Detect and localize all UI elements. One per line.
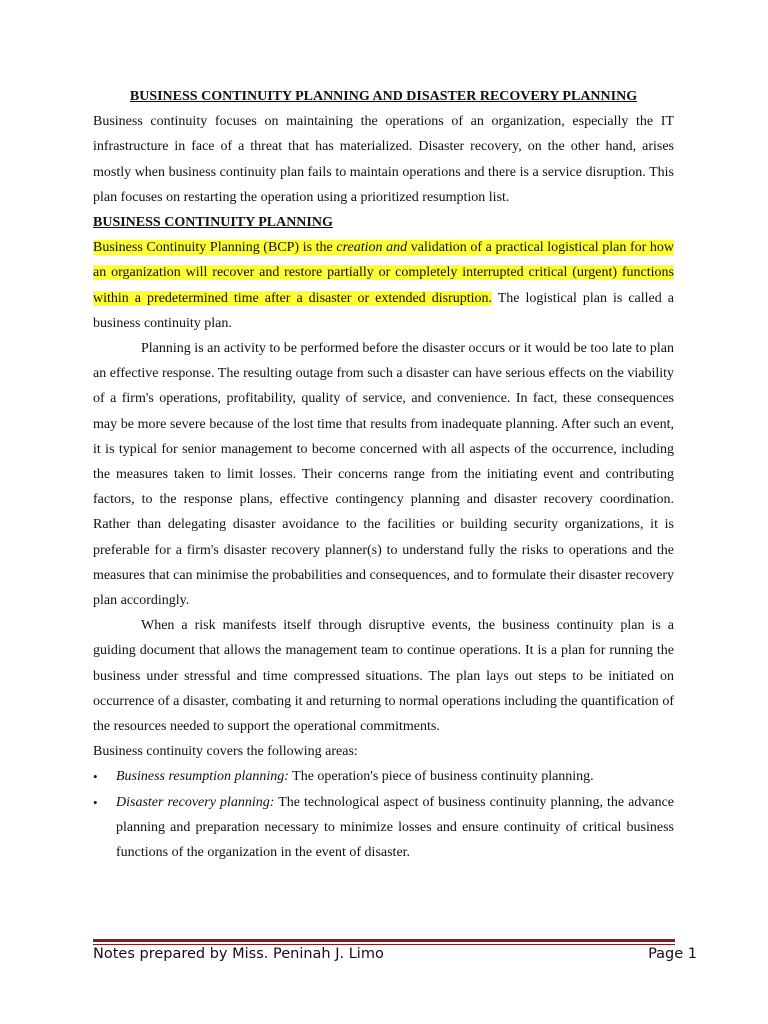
footer-page-number: Page 1 [648, 946, 697, 962]
definition-emphasis: creation and [336, 240, 408, 256]
definition-text-end: validation of a practical logistical plan for how an organization will recover and restore partially or completely interrupted critical (urgent) functions within a predetermined time after a disaster or extended disruption. [93, 240, 674, 306]
bullet-text: The operation's piece of business continuity planning. [288, 769, 594, 785]
bullet-text: The technological aspect of business continuity planning, the advance planning and preparation necessary to minimize losses and ensure continuity of critical business functions of the organization in the event of disaster. [116, 794, 674, 861]
areas-list [93, 764, 674, 865]
bullet-icon: • [93, 769, 98, 785]
section-heading: BUSINESS CONTINUITY PLANNING [93, 215, 333, 231]
document-title: BUSINESS CONTINUITY PLANNING AND DISASTER RECOVERY PLANNING [129, 89, 638, 104]
bullet-term: Business resumption planning: [116, 769, 289, 785]
list-item [93, 790, 674, 866]
definition-text-start: Business Continuity Planning (BCP) is the [93, 240, 337, 256]
risk-paragraph: When a risk manifests itself through disruptive events, the business continuity plan is a guiding document that allows the management team to continue operations. It is a plan for running the business under stressful and time compressed situations. The plan lays out steps to be initiated on occurrence of a disaster, combating it and returning to normal operations including the quantification of the resources needed to support the operational commitments. [93, 618, 674, 735]
areas-intro: Business continuity covers the following areas: [93, 744, 358, 760]
list-item [93, 764, 674, 789]
definition-followup: The logistical plan is called a business continuity plan. [93, 290, 674, 331]
bullet-term: Disaster recovery planning: [116, 794, 275, 810]
page-footer [93, 946, 697, 966]
footer-author: Notes prepared by Miss. Peninah J. Limo [93, 946, 384, 962]
page-content [93, 84, 674, 865]
footer-rule-thin [93, 944, 675, 945]
bullet-icon: • [93, 794, 98, 810]
intro-paragraph: Business continuity focuses on maintaining the operations of an organization, especially the IT infrastructure in face of a threat that has materialized. Disaster recovery, on the other hand, arises mostly when business continuity plan fails to maintain operations and there is a service disruption. This plan focuses on restarting the operation using a prioritized resumption list. [93, 114, 674, 205]
planning-paragraph: Planning is an activity to be performed before the disaster occurs or it would be too late to plan an effective response. The resulting outage from such a disaster can have serious effects on the viability of a firm's operations, profitability, quality of service, and convenience. In fact, these consequences may be more severe because of the lost time that results from inadequate planning. After such an event, it is typical for senior management to become concerned with all aspects of the occurrence, including the measures taken to limit losses. Their concerns range from the initiating event and contributing factors, to the response plans, effective contingency planning and disaster recovery coordination. Rather than delegating disaster avoidance to the facilities or building security organizations, it is preferable for a firm's disaster recovery planner(s) to understand fully the risks to operations and the measures that can minimise the probabilities and consequences, and to formulate their disaster recovery plan accordingly. [93, 341, 674, 609]
definition-paragraph [93, 235, 674, 336]
footer-rule-thick [93, 939, 675, 942]
